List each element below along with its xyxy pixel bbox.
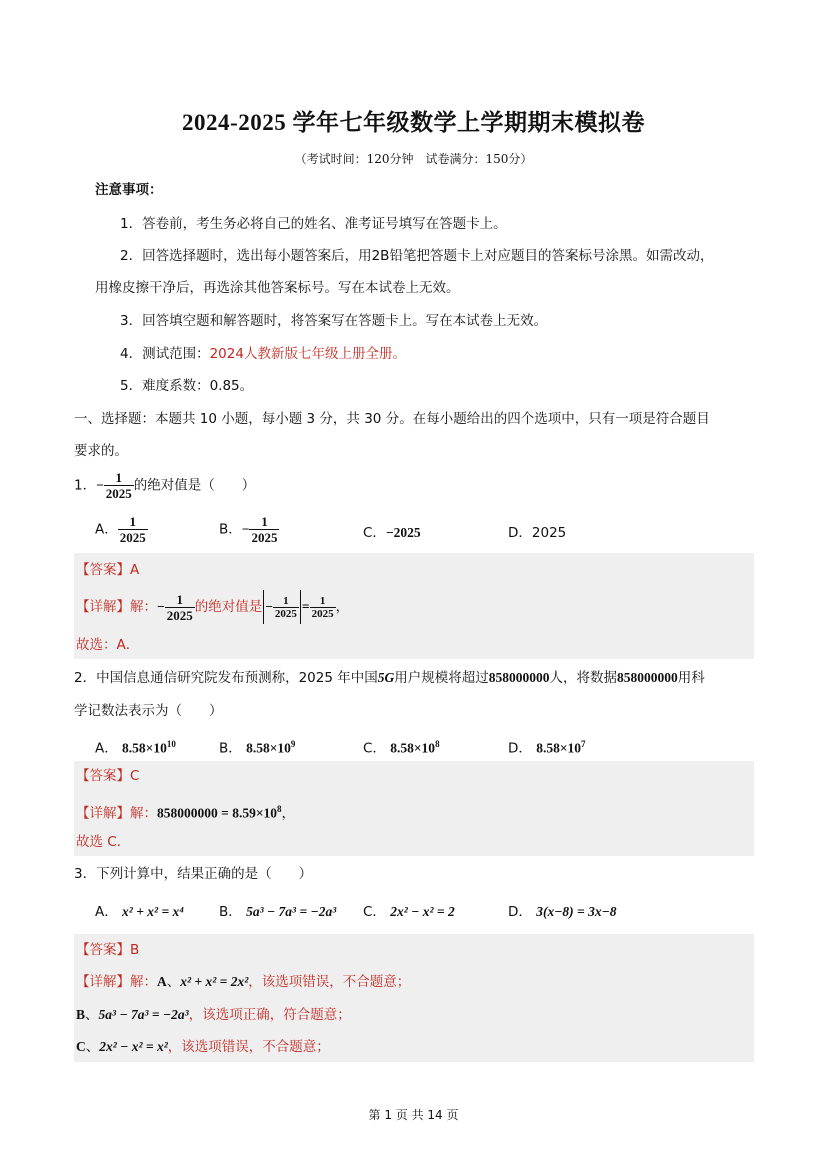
q1-detail: 【详解】解：− $\frac{1}{2025}$ 的绝对值是 − $\frac{1}{2025}$ = $\frac{1}{2025}$ ， (76, 591, 350, 623)
q3-option-c: C． 2x² − x² = 2 (363, 904, 455, 920)
exam-info: （考试时间：120分钟 试卷满分：150分） (294, 152, 533, 166)
notice-item-4-prefix: 4．测试范围： (120, 346, 210, 362)
test-scope: 2024人教新版七年级上册全册。 (209, 346, 406, 362)
q3-detail-a: 【详解】解：A、x² + x² = 2x²，该选项错误，不合题意； (76, 974, 411, 990)
notice-item-2-line2: 用橡皮擦干净后，再选涂其他答案标号。写在本试卷上无效。 (95, 280, 460, 296)
q2-detail: 【详解】解：$858000000 = 8.59\times 10^8$， (76, 804, 296, 822)
question-2-stem-line1: 2．中国信息通信研究院发布预测称，2025 年中国5G用户规模将超过858000000人，将数据858000000用科 (74, 670, 705, 686)
q1-option-c: C．−2025 (363, 525, 421, 541)
q2-option-c: C． $8.58\times 10^8$ (363, 739, 440, 757)
q1-conclusion: 故选：A． (76, 637, 140, 653)
q2-conclusion: 故选 C． (76, 834, 131, 850)
section-heading-line2: 要求的。 (74, 443, 128, 459)
notice-item-3: 3．回答填空题和解答题时，将答案写在答题卡上。写在本试卷上无效。 (120, 313, 548, 329)
q2-option-a: A． $8.58\times 10^{10}$ (95, 739, 176, 757)
notice-item-1: 1．答卷前，考生务必将自己的姓名、准考证号填写在答题卡上。 (120, 216, 507, 232)
question-number: 1． (74, 477, 97, 494)
q1-option-a: A． $\frac{1}{2025}$ (95, 514, 146, 545)
q3-detail-b: B、5a³ − 7a³ = −2a³，该选项正确，符合题意； (76, 1007, 351, 1023)
q3-detail-c: C、2x² − x² = x²，该选项错误，不合题意； (76, 1039, 330, 1055)
fraction: $\frac{1}{2025}$ (105, 470, 132, 501)
q2-option-d: D． $8.58\times 10^7$ (508, 739, 586, 757)
fraction: $\frac{1}{2025}$ (166, 591, 193, 623)
q3-answer: 【答案】B (76, 942, 140, 958)
notice-heading: 注意事项： (95, 182, 163, 198)
absolute-value-expression: − $\frac{1}{2025}$ = $\frac{1}{2025}$ (262, 599, 335, 615)
q1-option-b: B．− $\frac{1}{2025}$ (219, 514, 278, 545)
section-heading-line1: 一、选择题：本题共 10 小题，每小题 3 分，共 30 分。在每小题给出的四个选项中，只有一项是符合题目 (74, 411, 710, 427)
q1-answer: 【答案】A (76, 562, 140, 578)
q3-option-b: B． 5a³ − 7a³ = −2a³ (219, 904, 337, 920)
q3-option-a: A． x² + x² = x⁴ (95, 904, 184, 920)
fraction: $\frac{1}{2025}$ (251, 514, 278, 545)
q1-option-d: D．2025 (508, 525, 567, 541)
question-1-stem (74, 470, 255, 501)
q2-option-b: B． $8.58\times 10^9$ (219, 739, 296, 757)
fraction: $\frac{1}{2025}$ (119, 514, 146, 545)
question-2-stem-line2: 学记数法表示为（ ） (74, 703, 223, 719)
question-text: 的绝对值是（ ） (133, 477, 256, 494)
page-number: 第 1 页 共 14 页 (368, 1108, 459, 1122)
q2-answer: 【答案】C (76, 768, 140, 784)
notice-item-2-line1: 2．回答选择题时，选出每小题答案后，用2B铅笔把答题卡上对应题目的答案标号涂黑。如需改动， (120, 248, 714, 264)
question-3-stem: 3．下列计算中，结果正确的是（ ） (74, 866, 313, 882)
minus-sign: − (96, 477, 104, 493)
notice-item-4 (120, 345, 406, 363)
notice-item-5: 5．难度系数：0.85。 (120, 378, 254, 394)
document-title: 2024-2025 学年七年级数学上学期期末模拟卷 (182, 110, 645, 135)
q3-option-d: D． 3(x−8) = 3x−8 (508, 904, 617, 920)
